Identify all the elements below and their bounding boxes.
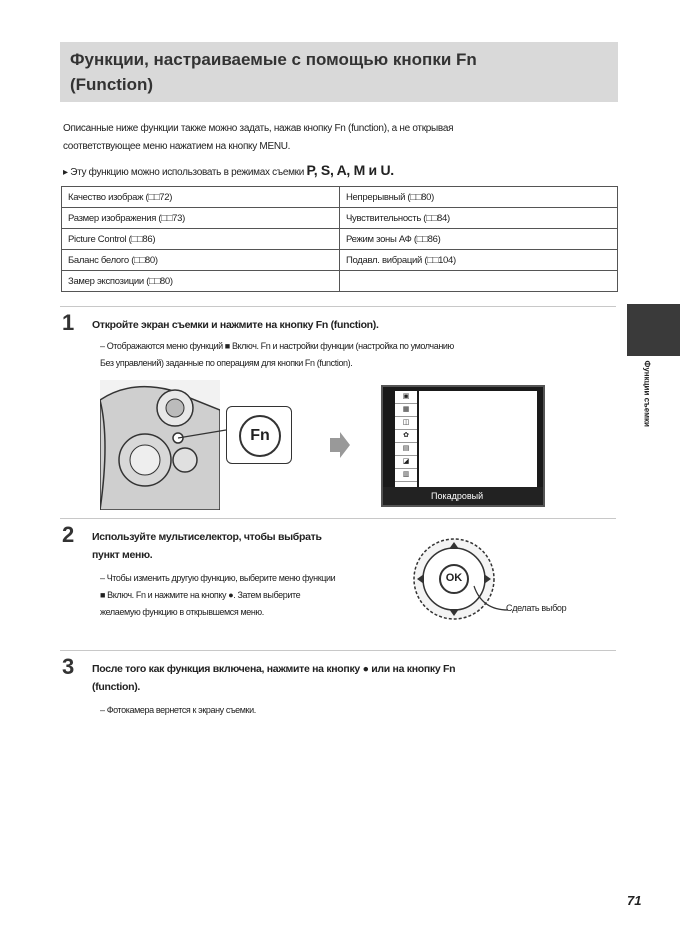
section-title-box: [60, 42, 618, 102]
step2-text: [92, 528, 402, 564]
menu-status-bar: [383, 487, 543, 505]
function-table: [61, 186, 618, 292]
table-cell: Режим зоны АФ (□□86): [340, 229, 618, 250]
chapter-tab: [627, 304, 680, 356]
table-cell: Замер экспозиции (□□80): [62, 271, 340, 292]
ok-callout-text: Сделать выбор: [506, 603, 567, 613]
table-row: [62, 187, 618, 208]
step3-number: 3: [62, 654, 75, 679]
menu-item-icon: ◫: [395, 417, 417, 430]
menu-icon-list: [395, 391, 417, 487]
step2-sub-line1: – Чтобы изменить другую функцию, выберите меню функции: [100, 573, 336, 583]
menu-item-icon: ◪: [395, 456, 417, 469]
step1-sub-line2: Без управлений) заданные по операциям для кнопки Fn (function).: [100, 358, 353, 368]
table-cell: Подавл. вибраций (□□104): [340, 250, 618, 271]
menu-item-icon: ▥: [395, 469, 417, 482]
menu-item-icon: ▦: [395, 404, 417, 417]
step2-number: 2: [62, 522, 75, 547]
step3-text-line1: После того как функция включена, нажмите на кнопку ● или на кнопку Fn: [92, 663, 456, 675]
modes-glyphs: P, S, A, M и U.: [306, 162, 394, 178]
callout-line: [160, 420, 230, 450]
arrow-right-icon: [330, 432, 350, 458]
step1-text: Откройте экран съемки и нажмите на кнопку Fn (function).: [92, 319, 379, 331]
step2-sub: [100, 570, 410, 621]
menu-item-icon: ✿: [395, 430, 417, 443]
table-cell: Чувствительность (□□84): [340, 208, 618, 229]
step2-text-line2: пункт меню.: [92, 549, 153, 561]
step3-sub: – Фотокамера вернется к экрану съемки.: [100, 705, 256, 715]
table-row: [62, 208, 618, 229]
table-cell: [340, 271, 618, 292]
menu-screen: [381, 385, 545, 507]
fn-button-callout: [226, 406, 292, 464]
step1-sub-line1: – Отображаются меню функций ■ Включ. Fn и настройки функции (настройка по умолчанию: [100, 341, 454, 351]
intro-paragraph: [63, 120, 608, 156]
table-cell: Баланс белого (□□80): [62, 250, 340, 271]
menu-panel: [419, 391, 537, 487]
menu-item-icon: ▤: [395, 443, 417, 456]
table-row: [62, 271, 618, 292]
step3-text-line2: (function).: [92, 681, 141, 693]
chapter-label-text: Функции съемки: [642, 360, 652, 427]
menu-item-icon: ▣: [395, 391, 417, 404]
step2-sub-line2: ■ Включ. Fn и нажмите на кнопку ●. Затем выберите: [100, 590, 301, 600]
section-title-line2: (Function): [70, 75, 154, 94]
table-cell: Picture Control (□□86): [62, 229, 340, 250]
intro-line2: соответствующее меню нажатием на кнопку MENU.: [63, 141, 291, 152]
intro-line1: Описанные ниже функции также можно задать, нажав кнопку Fn (function), а не открывая: [63, 123, 454, 134]
table-row: [62, 250, 618, 271]
modes-bullet: [63, 162, 608, 178]
table-cell: Качество изображ (□□72): [62, 187, 340, 208]
step1-sub: [100, 338, 600, 372]
section-title-line1: Функции, настраиваемые с помощью кнопки Fn: [70, 50, 477, 69]
step2-separator: [60, 518, 616, 519]
table-row: [62, 229, 618, 250]
step2-text-line1: Используйте мультиселектор, чтобы выбрать: [92, 531, 322, 543]
table-cell: Непрерывный (□□80): [340, 187, 618, 208]
ok-button-label: OK: [445, 572, 463, 584]
step2-sub-line3: желаемую функцию в открывшемся меню.: [100, 607, 264, 617]
chapter-label: [637, 360, 655, 452]
menu-status-text: Покадровый: [431, 491, 484, 501]
page-number: 71: [627, 893, 642, 908]
fn-button-icon: Fn: [239, 415, 281, 457]
step3-text: [92, 660, 592, 696]
bullet-icon: ▸: [63, 167, 71, 178]
table-cell: Размер изображения (□□73): [62, 208, 340, 229]
step1-separator: [60, 306, 616, 307]
step1-number: 1: [62, 310, 75, 335]
step3-separator: [60, 650, 616, 651]
modes-text: Эту функцию можно использовать в режимах съемки: [70, 167, 305, 178]
